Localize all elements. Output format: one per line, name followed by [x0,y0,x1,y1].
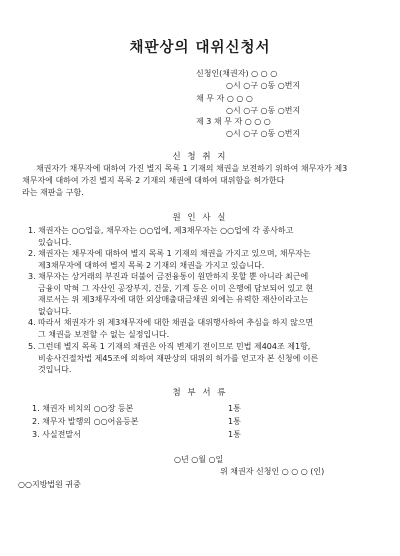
fact-item-line: 따라서 채권자가 위 제3채무자에 대한 채권을 대위행사하여 추심을 하지 않으면 [38,318,314,327]
fact-item-line: 채권자는 ○○업을, 채무자는 ○○업에, 제3채무자는 ○○업에 각 종사하고 [38,226,294,235]
applicant-line: 신청인(채권자) ○ ○ ○ [196,69,278,78]
fact-item-number: 2. [28,249,36,258]
fact-item-line: 그 채권을 보전할 수 없는 실정입니다. [38,329,170,339]
signature-line: 위 채권자 신청인 ○ ○ ○ (인) [220,467,325,476]
fact-item-line: 그런데 별지 목록 1 기재의 채권은 아직 변제기 전이므로 민법 제404조 제1항, [38,342,311,351]
fact-item-line: 것입니다. [38,365,72,374]
attachment-count: 1통 [228,417,241,426]
fact-item-line: 재로서는 위 제3채무자에 대한 외상매출대금채권 외에는 유력한 재산이라고는 [38,295,309,304]
attachment-label: 1. 채권자 비치의 ○○장 등본 [32,404,134,413]
fact-item-5 [28,341,383,377]
purpose-line-1: 채권자가 채무자에 대하여 가진 별지 목록 1 기재의 채권을 보전하기 위하여 채무자가 제3 [36,164,348,173]
attachment-label: 3. 사실전말서 [32,430,81,439]
fact-item-line: 비송사건절차법 제45조에 의하여 재판상의 대위의 허가를 얻고자 본 신청에 이른 [38,353,319,363]
third-debtor-address: ○시 ○구 ○동 ○번지 [226,129,301,138]
attachments-heading: 첨 부 서 류 [172,388,228,398]
fact-item-number: 5. [28,342,36,351]
fact-item-line: 있습니다. [38,237,72,247]
debtor-address: ○시 ○구 ○동 ○번지 [226,106,301,115]
applicant-address: ○시 ○구 ○동 ○번지 [226,81,301,90]
purpose-line-2: 채무자에 대하여 가진 별지 목록 2 기재의 채권에 대하여 대위함을 허가한다 [22,176,285,185]
fact-item-4 [28,317,383,341]
fact-item-line: 없습니다. [38,306,72,316]
fact-item-line: 금융이 막혀 그 자산인 공장부지, 건물, 기계 등은 이미 은행에 담보되어 있고 현 [38,283,314,293]
purpose-line-3: 라는 재판을 구함. [22,188,84,197]
fact-item-line: 채권자는 채무자에 대하여 별지 목록 1 기재의 채권을 가지고 있으며, 채무자는 [38,249,311,258]
court-addressee: ○○지방법원 귀중 [18,480,81,489]
attachment-label: 2. 채무자 발행의 ○○어음등본 [32,417,139,426]
date-line: ○년 ○월 ○일 [174,455,224,464]
attachment-count: 1통 [228,404,241,413]
fact-item-number: 1. [28,226,36,235]
fact-item-3 [28,271,383,319]
debtor-line: 채 무 자 ○ ○ ○ [196,94,253,103]
fact-item-number: 4. [28,318,36,327]
facts-heading: 원 인 사 실 [172,213,228,223]
document-title: 채판상의 대위신청서 [129,39,271,56]
fact-item-line: 제3채무자에 대하여 별지 목록 2 기재의 채권을 가지고 있습니다. [38,260,265,270]
fact-item-1 [28,225,383,249]
purpose-heading: 신 청 취 지 [172,152,228,162]
third-debtor-line: 제 3 채 무 자 ○ ○ ○ [196,117,271,126]
fact-item-line: 채무자는 상거래의 부진과 더불어 금전융통이 원만하지 못할 뿐 아니라 최근에 [38,272,309,281]
fact-item-2 [28,248,383,272]
attachment-count: 1통 [228,430,241,439]
fact-item-number: 3. [28,272,36,281]
